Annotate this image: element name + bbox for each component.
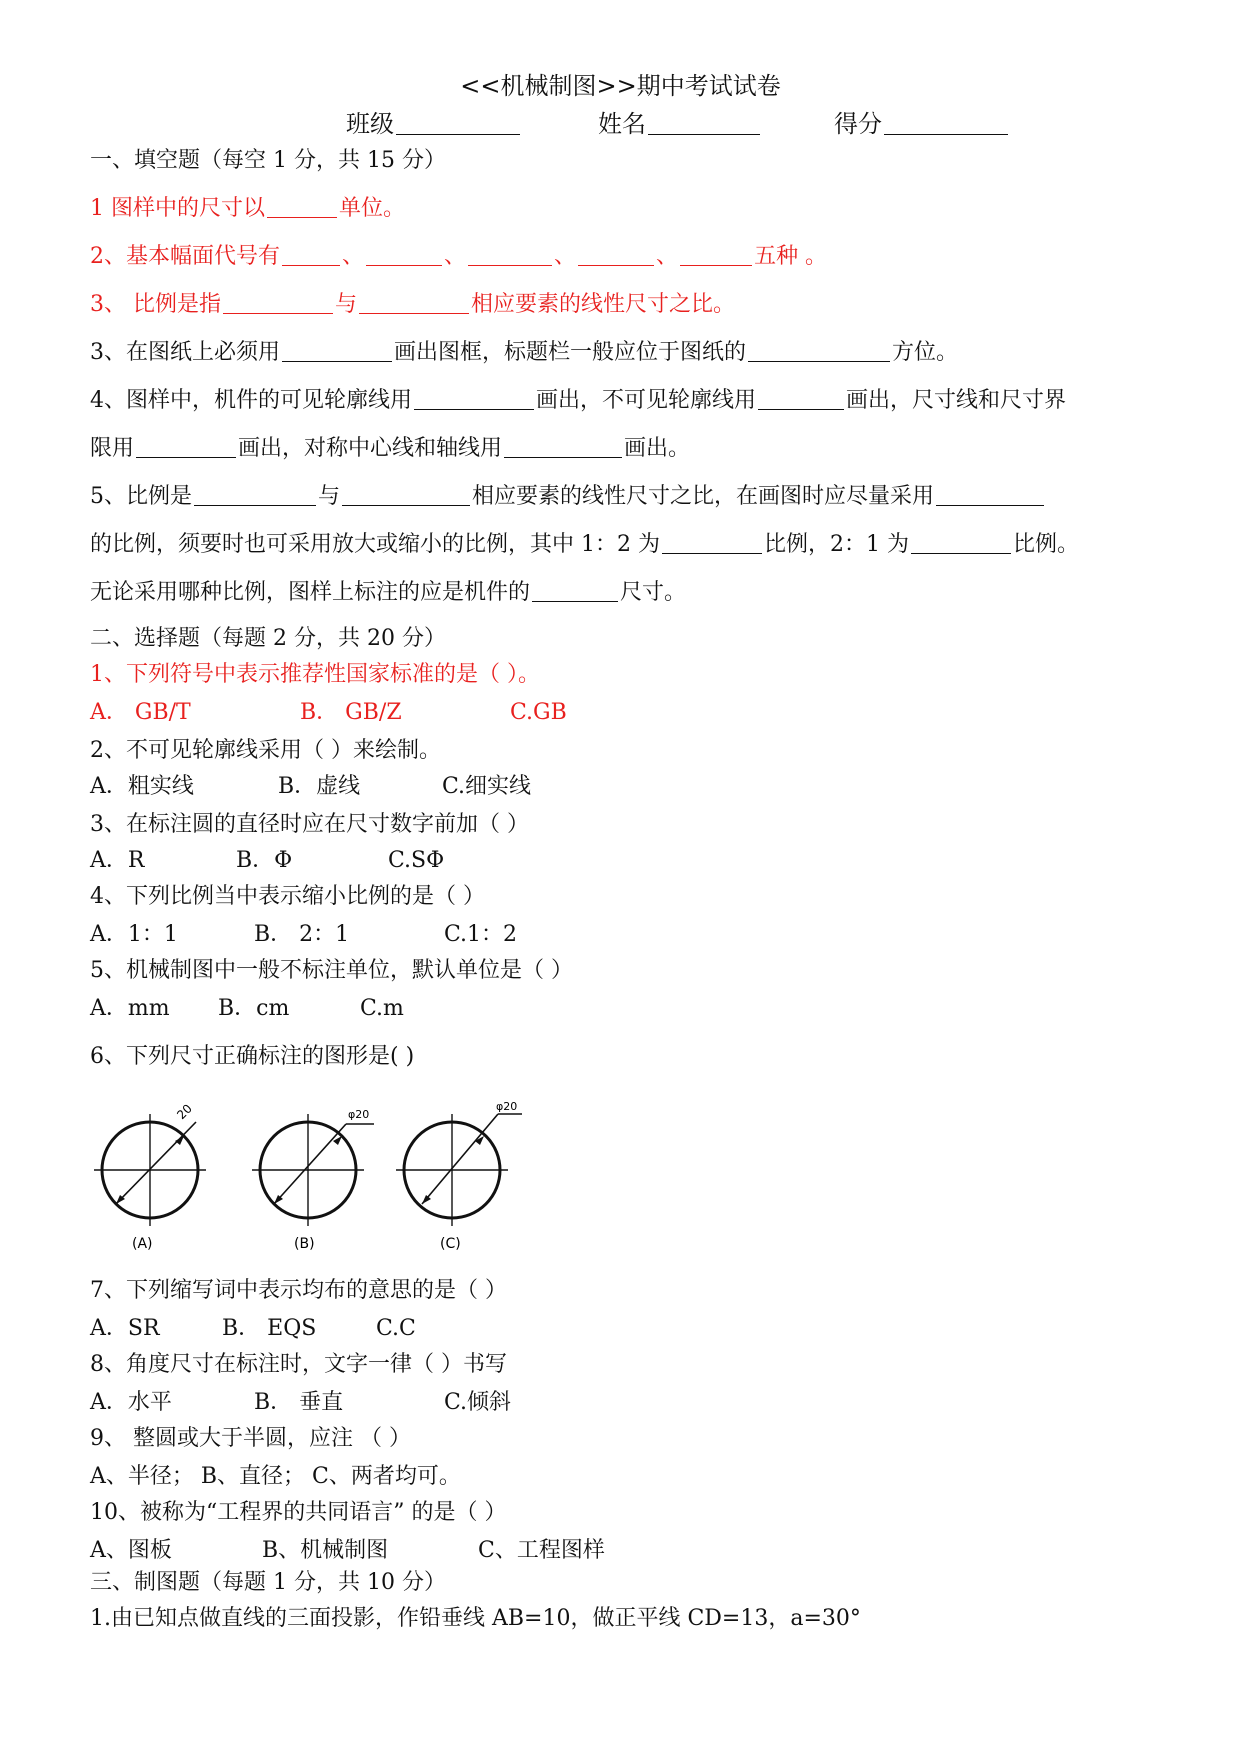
choice-options-9[interactable]: A、半径； B、直径； C、两者均可。 [90, 1464, 461, 1489]
figure-label-b: (B) [294, 1236, 315, 1252]
option-a[interactable]: A、图板 [90, 1538, 172, 1563]
fill-question-4-cont: 限用 画出，对称中心线和轴线用 画出。 [90, 436, 691, 461]
fill-blank[interactable] [342, 483, 470, 506]
option-b[interactable]: B． EQS [222, 1316, 317, 1341]
score-field [834, 104, 1010, 139]
figure-a[interactable] [94, 1101, 206, 1252]
fill-blank[interactable] [578, 243, 654, 266]
option-c[interactable]: C.m [360, 996, 404, 1021]
dimension-line [116, 1122, 196, 1204]
choice-question-1: 1、下列符号中表示推荐性国家标准的是（ ）。 [90, 662, 540, 687]
option-c[interactable]: C.细实线 [442, 774, 532, 799]
fill-blank[interactable] [504, 435, 622, 458]
dimension-figures [90, 1098, 540, 1258]
option-c[interactable]: C.C [376, 1316, 416, 1341]
option-b[interactable]: B． 垂直 [254, 1390, 344, 1415]
choice-options-5 [90, 994, 404, 1024]
option-a[interactable]: A．粗实线 [90, 774, 194, 799]
dim-text-b: φ20 [348, 1108, 370, 1121]
name-blank[interactable] [648, 112, 760, 135]
choice-question-5: 5、机械制图中一般不标注单位，默认单位是（ ） [90, 958, 573, 983]
dim-text-a: 20 [174, 1101, 195, 1123]
fill-question-5: 5、比例是 与 相应要素的线性尺寸之比，在画图时应尽量采用 [90, 482, 1046, 512]
fill-blank[interactable] [468, 243, 552, 266]
option-a[interactable]: A． GB/T [90, 700, 191, 725]
option-c[interactable]: C.倾斜 [444, 1390, 512, 1415]
option-c[interactable]: C.1：2 [444, 922, 518, 947]
class-blank[interactable] [396, 112, 520, 135]
name-field [598, 104, 762, 139]
choice-options-3 [90, 846, 444, 876]
fill-blank[interactable] [662, 531, 762, 554]
fill-blank[interactable] [267, 195, 337, 218]
arrow-icon [475, 1136, 484, 1145]
option-c[interactable]: C、工程图样 [478, 1538, 605, 1563]
choice-question-10: 10、被称为“工程界的共同语言” 的是（ ） [90, 1500, 507, 1525]
choice-options-10 [90, 1536, 605, 1566]
arrow-icon [175, 1136, 184, 1145]
figure-label-c: (C) [440, 1236, 461, 1252]
section2-heading: 二、选择题（每题 2 分，共 20 分） [90, 626, 446, 651]
fill-question-3: 3、在图纸上必须用 画出图框，标题栏一般应位于图纸的 方位。 [90, 340, 959, 365]
fill-blank[interactable] [414, 387, 534, 410]
dimension-line [274, 1124, 346, 1204]
option-b[interactable]: B． 2：1 [254, 922, 350, 947]
option-b[interactable]: B、机械制图 [262, 1538, 389, 1563]
score-blank[interactable] [884, 112, 1008, 135]
drawing-question-1: 1.由已知点做直线的三面投影，作铅垂线 AB=10，做正平线 CD=13，a=30° [90, 1606, 861, 1631]
section1-heading: 一、填空题（每空 1 分，共 15 分） [90, 148, 446, 173]
choice-options-8 [90, 1388, 511, 1418]
option-a[interactable]: A．1：1 [90, 922, 178, 947]
fill-blank[interactable] [194, 483, 316, 506]
option-b[interactable]: B．虚线 [278, 774, 361, 799]
option-b[interactable]: B．Φ [236, 848, 293, 873]
choice-question-8: 8、角度尺寸在标注时，文字一律（ ）书写 [90, 1352, 507, 1377]
fill-blank[interactable] [911, 531, 1011, 554]
fill-blank[interactable] [359, 291, 469, 314]
fill-blank[interactable] [223, 291, 333, 314]
dim-text-c: φ20 [496, 1100, 518, 1113]
fill-blank[interactable] [136, 435, 236, 458]
figure-b[interactable] [252, 1108, 374, 1252]
class-label: 班级 [346, 110, 394, 138]
exam-title: <<机械制图>>期中考试试卷 [460, 72, 781, 100]
fill-question-5-end: 无论采用哪种比例，图样上标注的应是机件的 尺寸。 [90, 580, 687, 605]
option-a[interactable]: A．R [90, 848, 145, 873]
fill-question-1: 1 图样中的尺寸以 单位。 [90, 196, 406, 221]
option-b[interactable]: B． GB/Z [300, 700, 402, 725]
option-a[interactable]: A．mm [90, 996, 170, 1021]
section3-heading: 三、制图题（每题 1 分，共 10 分） [90, 1570, 446, 1595]
choice-question-3: 3、在标注圆的直径时应在尺寸数字前加（ ） [90, 812, 529, 837]
choice-question-2: 2、不可见轮廓线采用（ ）来绘制。 [90, 738, 441, 763]
name-label: 姓名 [598, 110, 646, 138]
class-field [346, 104, 522, 139]
figure-label-a: (A) [132, 1236, 153, 1252]
fill-question-5-cont: 的比例，须要时也可采用放大或缩小的比例，其中 1：2 为 比例，2：1 为 比例。 [90, 532, 1079, 557]
fill-blank[interactable] [282, 339, 392, 362]
choice-options-4 [90, 920, 517, 950]
fill-blank[interactable] [936, 483, 1044, 506]
fill-question-3-red: 3、 比例是指 与 相应要素的线性尺寸之比。 [90, 292, 736, 317]
fill-blank[interactable] [532, 579, 618, 602]
fill-blank[interactable] [366, 243, 442, 266]
choice-options-1 [90, 698, 567, 728]
dimension-line [422, 1114, 498, 1204]
fill-blank[interactable] [748, 339, 890, 362]
fill-question-2: 2、基本幅面代号有 、 、 、 、 五种 。 [90, 244, 828, 269]
option-a[interactable]: A．水平 [90, 1390, 172, 1415]
fill-blank[interactable] [282, 243, 340, 266]
arrow-icon [422, 1195, 431, 1204]
option-b[interactable]: B．cm [218, 996, 290, 1021]
option-a[interactable]: A．SR [90, 1316, 160, 1341]
score-label: 得分 [834, 110, 882, 138]
option-c[interactable]: C.GB [510, 700, 567, 725]
choice-options-7 [90, 1314, 416, 1344]
choice-question-7: 7、下列缩写词中表示均布的意思的是（ ） [90, 1278, 507, 1303]
choice-options-2 [90, 772, 531, 802]
fill-question-4: 4、图样中，机件的可见轮廓线用 画出，不可见轮廓线用 画出，尺寸线和尺寸界 [90, 388, 1067, 413]
option-c[interactable]: C.SΦ [388, 848, 445, 873]
fill-blank[interactable] [758, 387, 844, 410]
fill-blank[interactable] [680, 243, 752, 266]
choice-question-6: 6、下列尺寸正确标注的图形是( ) [90, 1044, 415, 1069]
choice-question-9: 9、 整圆或大于半圆，应注 （ ） [90, 1426, 411, 1451]
choice-question-4: 4、下列比例当中表示缩小比例的是（ ） [90, 884, 485, 909]
figure-c[interactable] [396, 1100, 522, 1252]
